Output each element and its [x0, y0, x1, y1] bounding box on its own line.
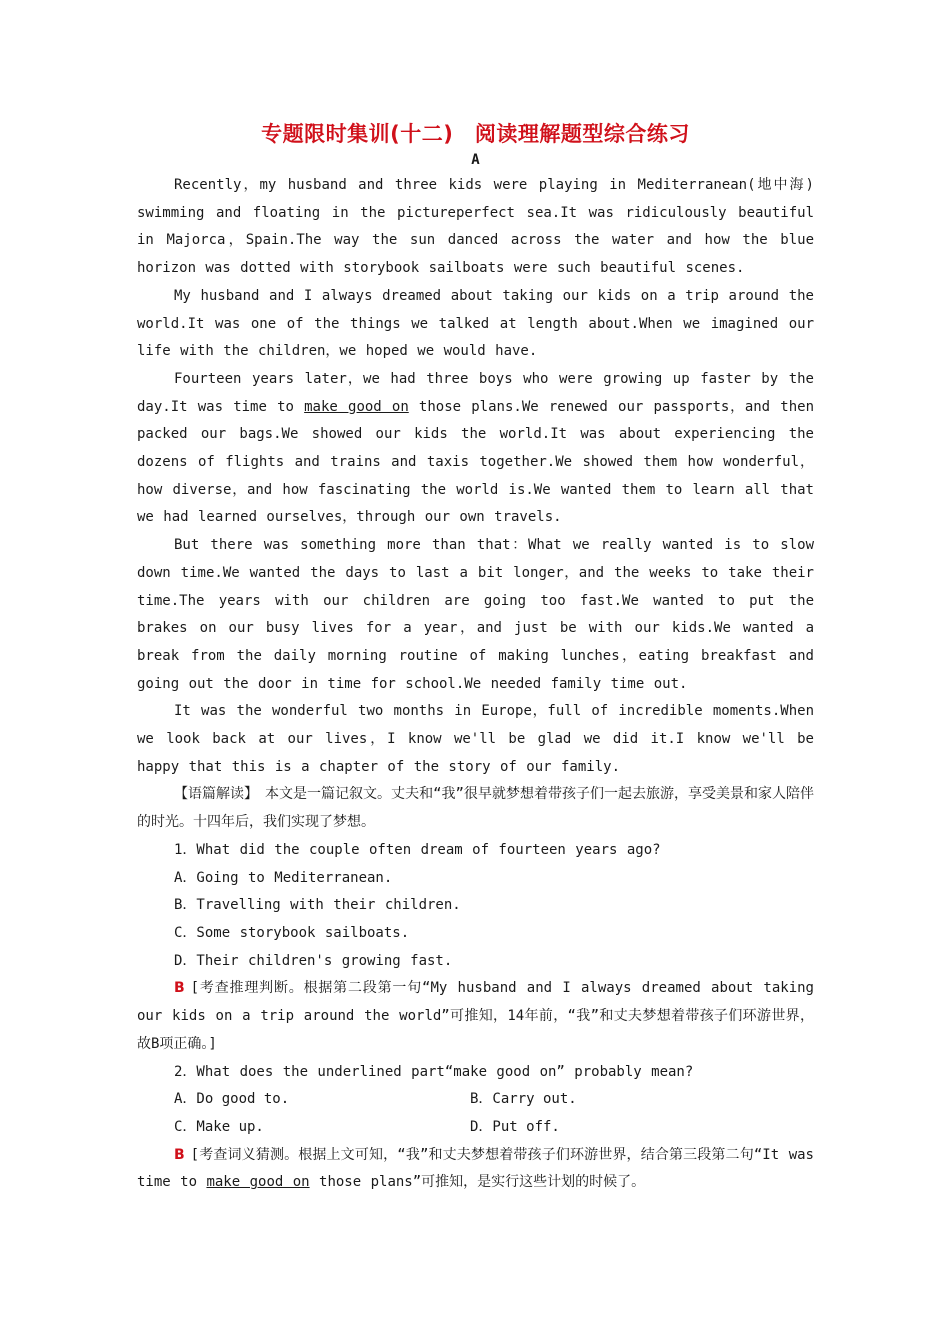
paragraph-3-text-b: those plans.We renewed our passports，and then packed our bags.We showed our kids the world.It was about experiencing the dozens of flights and trains and taxis together.We showed them how wonderful，how diverse，and how fascinating the world is.We wanted them to learn all that we had learned ourselves，through our own travels.	[137, 398, 814, 526]
passage-paragraph-2: My husband and I always dreamed about taking our kids on a trip around the world.It was one of the things we talked at length about.When we imagined our life with the children，we hoped we would have.	[137, 287, 814, 360]
underlined-phrase: make good on	[304, 398, 409, 415]
paragraph-3-text-a: Fourteen years later，we had three boys who were growing up faster by the day.It was time to	[137, 370, 814, 415]
underlined-phrase: make good on	[206, 1174, 310, 1191]
question-2-stem: 2．What does the underlined part“make good on” probably mean?	[174, 1063, 694, 1080]
question-2-options-row-2	[137, 1114, 814, 1142]
analysis-label: 【语篇解读】	[174, 786, 252, 803]
answer-explanation-a: [考查词义猜测。根据上文可知，“我”和丈夫梦想着带孩子们环游世界，结合第三段第二句“It was time to	[137, 1146, 814, 1191]
section-label: A	[471, 152, 480, 168]
question-2-options-row-1	[137, 1086, 814, 1114]
question-2-option-d: D．Put off.	[470, 1118, 560, 1135]
question-2-option-c: C．Make up.	[174, 1118, 264, 1135]
passage-paragraph-3	[137, 366, 814, 532]
question-1-option-c: C．Some storybook sailboats.	[174, 924, 410, 941]
page-title: 专题限时集训(十二) 阅读理解题型综合练习	[261, 122, 690, 146]
answer-explanation-b: those plans”可推知，是实行这些计划的时候了。	[309, 1174, 646, 1191]
passage-analysis	[137, 781, 814, 836]
passage-paragraph-4: But there was something more than that：What we really wanted is to slow down time.We wanted the days to last a bit longer，and the weeks to take their time.The years with our children are going too fast.We wanted to put the brakes on our busy lives for a year，and just be with our kids.We wanted a break from the daily morning routine of making lunches，eating breakfast and going out the door in time for school.We needed family time out.	[137, 537, 814, 692]
question-1-option-b: B．Travelling with their children.	[174, 897, 461, 914]
question-1-option-a: A．Going to Mediterranean.	[174, 869, 393, 886]
answer-explanation: [考查推理判断。根据第二段第一句“My husband and I always dreamed about taking our kids on a trip around the world”可推知，14年前，“我”和丈夫梦想着带孩子们环游世界，故B项正确。]	[137, 980, 814, 1052]
question-2-option-a: A．Do good to.	[174, 1091, 290, 1108]
question-1-answer	[137, 975, 814, 1058]
answer-letter: B	[174, 1146, 185, 1163]
question-1-option-d: D．Their children's growing fast.	[174, 952, 453, 969]
analysis-text: 本文是一篇记叙文。丈夫和“我”很早就梦想着带孩子们一起去旅游，享受美景和家人陪伴的时光。十四年后，我们实现了梦想。	[137, 786, 815, 831]
passage-paragraph-5: It was the wonderful two months in Europe，full of incredible moments.When we look back at our lives，I know we'll be glad we did it.I know we'll be happy that this is a chapter of the story of our family.	[137, 703, 814, 775]
question-1-stem: 1．What did the couple often dream of fourteen years ago?	[174, 841, 661, 858]
question-2-answer	[137, 1142, 814, 1197]
passage-paragraph-1: Recently，my husband and three kids were playing in Mediterranean(地中海) swimming and floating in the pictureperfect sea.It was ridiculously beautiful in Majorca，Spain.The way the sun danced across the water and how the blue horizon was dotted with storybook sailboats were such beautiful scenes.	[137, 177, 814, 277]
document-page	[137, 118, 814, 1197]
question-2-option-b: B．Carry out.	[470, 1091, 577, 1108]
answer-letter: B	[174, 980, 185, 997]
